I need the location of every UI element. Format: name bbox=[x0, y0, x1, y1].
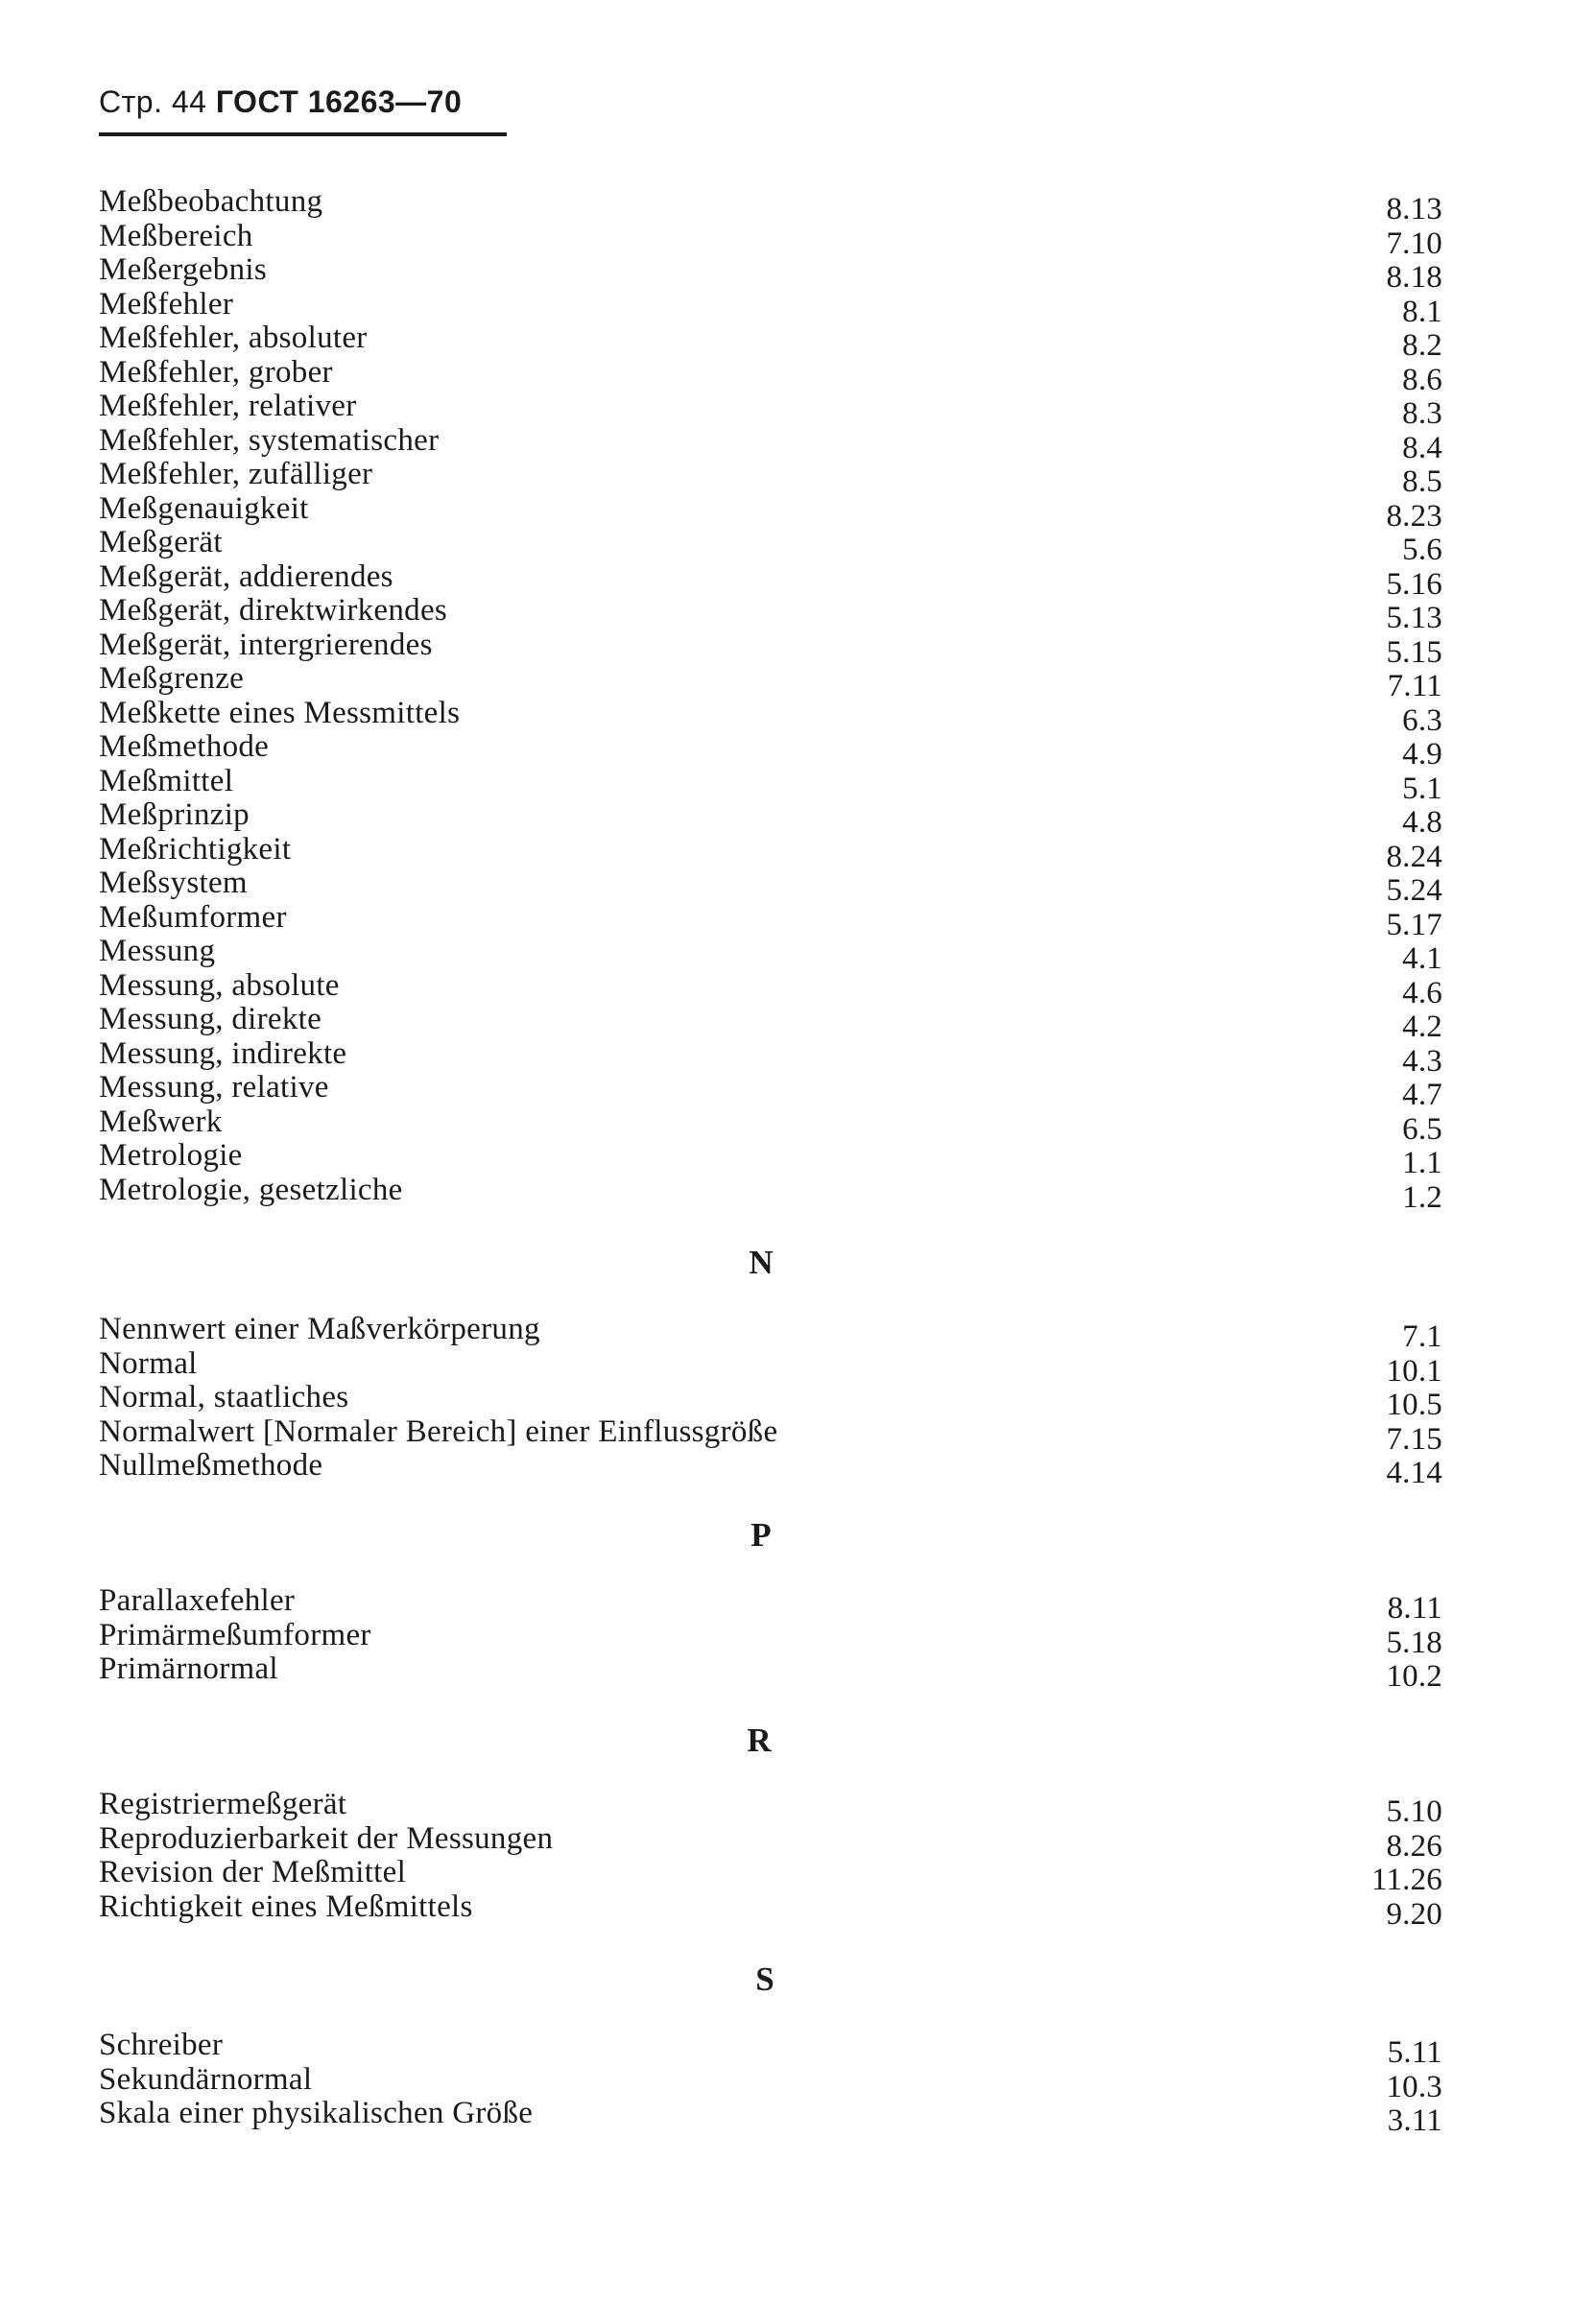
index-entry bbox=[99, 1138, 1442, 1180]
entry-ref: 8.3 bbox=[1402, 396, 1442, 431]
entry-term: Registriermeßgerät bbox=[99, 1787, 347, 1821]
index-entry bbox=[99, 2096, 1442, 2138]
index-entry bbox=[99, 389, 1442, 431]
entry-ref: 4.14 bbox=[1386, 1456, 1442, 1490]
entry-term: Meßfehler, grober bbox=[99, 354, 333, 390]
entry-ref: 10.5 bbox=[1386, 1388, 1442, 1422]
entry-ref: 8.13 bbox=[1386, 192, 1442, 226]
entry-ref: 4.6 bbox=[1402, 975, 1442, 1010]
entry-term: Nennwert einer Maßverkörperung bbox=[99, 1312, 540, 1346]
index-entry bbox=[99, 899, 1442, 942]
index-entry bbox=[99, 797, 1442, 840]
entry-term: Meßgerät, intergrierendes bbox=[99, 627, 433, 662]
index-entry bbox=[99, 457, 1442, 499]
entry-ref: 6.5 bbox=[1402, 1111, 1442, 1147]
entry-ref: 5.1 bbox=[1402, 771, 1442, 806]
entry-ref: 8.2 bbox=[1402, 328, 1442, 363]
entry-ref: 5.17 bbox=[1386, 907, 1442, 942]
entry-term: Nullmeßmethode bbox=[99, 1448, 323, 1483]
entry-term: Messung, absolute bbox=[99, 967, 340, 1003]
entry-term: Parallaxefehler bbox=[99, 1583, 296, 1618]
entry-ref: 7.10 bbox=[1386, 226, 1442, 261]
entry-term: Meßsystem bbox=[99, 866, 248, 900]
index-entry bbox=[99, 934, 1442, 976]
entry-term: Meßmittel bbox=[99, 763, 234, 798]
entry-ref: 4.3 bbox=[1402, 1043, 1442, 1079]
header-rule bbox=[99, 132, 507, 136]
entry-term: Messung, indirekte bbox=[99, 1035, 347, 1071]
entry-ref: 4.9 bbox=[1402, 737, 1442, 772]
entry-term: Schreiber bbox=[99, 2028, 224, 2062]
index-entry bbox=[99, 1855, 1442, 1897]
entry-ref: 4.1 bbox=[1402, 941, 1442, 976]
entry-ref: 3.11 bbox=[1387, 2103, 1442, 2138]
index-entry bbox=[99, 661, 1442, 703]
index-section-s bbox=[99, 2028, 1442, 2138]
entry-ref: 4.7 bbox=[1402, 1078, 1442, 1112]
entry-ref: 5.13 bbox=[1386, 601, 1442, 635]
entry-ref: 4.2 bbox=[1402, 1009, 1442, 1044]
entry-term: Meßmethode bbox=[99, 729, 270, 764]
entry-term: Meßgrenze bbox=[99, 661, 245, 696]
section-letter-p: P bbox=[750, 1516, 772, 1554]
entry-term: Primärmeßumformer bbox=[99, 1617, 371, 1652]
index-entry bbox=[99, 1583, 1442, 1626]
index-entry bbox=[99, 1345, 1442, 1389]
entry-term: Meßkette eines Messmittels bbox=[99, 695, 461, 730]
entry-ref: 4.8 bbox=[1402, 805, 1442, 840]
entry-term: Meßbereich bbox=[99, 218, 253, 253]
entry-ref: 5.11 bbox=[1387, 2035, 1442, 2070]
index-section-n bbox=[99, 1312, 1442, 1490]
index-entry bbox=[99, 2061, 1442, 2104]
index-section-r bbox=[99, 1787, 1442, 1932]
index-entry bbox=[99, 1104, 1442, 1147]
entry-term: Meßprinzip bbox=[99, 797, 250, 832]
entry-term: Messung, relative bbox=[99, 1070, 329, 1104]
entry-term: Richtigkeit eines Meßmittels bbox=[99, 1888, 473, 1924]
index-entry bbox=[99, 422, 1442, 465]
entry-term: Meßfehler, absoluter bbox=[99, 321, 368, 355]
entry-ref: 5.15 bbox=[1386, 634, 1442, 670]
entry-ref: 10.1 bbox=[1386, 1353, 1442, 1389]
index-entry bbox=[99, 695, 1442, 738]
section-letter-r: R bbox=[747, 1722, 772, 1759]
entry-term: Meßfehler, zufälliger bbox=[99, 457, 373, 491]
entry-ref: 8.1 bbox=[1402, 294, 1442, 329]
entry-term: Meßbeobachtung bbox=[99, 184, 323, 219]
entry-ref: 8.5 bbox=[1402, 464, 1442, 499]
index-entry bbox=[99, 1312, 1442, 1354]
index-entry bbox=[99, 729, 1442, 772]
index-entry bbox=[99, 354, 1442, 397]
entry-ref: 7.1 bbox=[1402, 1319, 1442, 1354]
entry-term: Sekundärnormal bbox=[99, 2061, 313, 2097]
standard-designation: ГОСТ 16263—70 bbox=[215, 84, 463, 119]
page-header bbox=[99, 84, 462, 120]
entry-term: Meßergebnis bbox=[99, 252, 267, 287]
index-entry bbox=[99, 1888, 1442, 1932]
entry-term: Metrologie, gesetzliche bbox=[99, 1172, 403, 1207]
entry-term: Skala einer physikalischen Größe bbox=[99, 2096, 534, 2130]
entry-term: Meßgerät, direktwirkendes bbox=[99, 593, 448, 628]
entry-term: Messung, direkte bbox=[99, 1002, 322, 1036]
index-entry bbox=[99, 321, 1442, 363]
index-entry bbox=[99, 866, 1442, 908]
index-entry bbox=[99, 1002, 1442, 1044]
entry-term: Meßfehler, relativer bbox=[99, 389, 357, 423]
entry-ref: 1.2 bbox=[1402, 1179, 1442, 1215]
index-entry bbox=[99, 252, 1442, 295]
index-entry bbox=[99, 286, 1442, 329]
index-entry bbox=[99, 184, 1442, 226]
index-entry bbox=[99, 1035, 1442, 1079]
entry-term: Meßumformer bbox=[99, 899, 287, 935]
index-entry bbox=[99, 525, 1442, 567]
index-entry bbox=[99, 627, 1442, 670]
entry-term: Messung bbox=[99, 934, 216, 968]
entry-term: Metrologie bbox=[99, 1138, 243, 1173]
index-section-m bbox=[99, 184, 1442, 1215]
entry-ref: 5.6 bbox=[1402, 533, 1442, 567]
section-letter-s: S bbox=[755, 1960, 774, 1998]
entry-term: Normal bbox=[99, 1345, 198, 1381]
entry-term: Reproduzierbarkeit der Messungen bbox=[99, 1820, 554, 1856]
index-entry bbox=[99, 1448, 1442, 1490]
entry-ref: 10.2 bbox=[1386, 1659, 1442, 1694]
entry-ref: 9.20 bbox=[1386, 1896, 1442, 1932]
section-letter-n: N bbox=[749, 1244, 774, 1281]
entry-ref: 10.3 bbox=[1386, 2069, 1442, 2104]
index-entry bbox=[99, 1651, 1442, 1694]
index-entry bbox=[99, 1413, 1442, 1457]
entry-term: Revision der Meßmittel bbox=[99, 1855, 407, 1889]
entry-ref: 1.1 bbox=[1402, 1146, 1442, 1180]
index-entry bbox=[99, 1070, 1442, 1112]
entry-ref: 8.24 bbox=[1386, 839, 1442, 874]
entry-ref: 5.24 bbox=[1386, 873, 1442, 908]
index-entry bbox=[99, 558, 1442, 602]
entry-ref: 8.26 bbox=[1386, 1828, 1442, 1864]
entry-term: Meßrichtigkeit bbox=[99, 831, 292, 867]
entry-term: Primärnormal bbox=[99, 1651, 278, 1686]
entry-term: Normal, staatliches bbox=[99, 1380, 349, 1414]
entry-ref: 8.11 bbox=[1387, 1591, 1442, 1626]
page-number: Стр. 44 bbox=[99, 84, 207, 119]
entry-ref: 7.11 bbox=[1387, 669, 1442, 703]
entry-ref: 8.18 bbox=[1386, 260, 1442, 295]
index-entry bbox=[99, 1787, 1442, 1829]
index-entry bbox=[99, 593, 1442, 635]
entry-ref: 5.10 bbox=[1386, 1794, 1442, 1829]
index-entry bbox=[99, 490, 1442, 534]
entry-term: Meßgenauigkeit bbox=[99, 490, 309, 526]
entry-ref: 6.3 bbox=[1402, 702, 1442, 738]
entry-ref: 5.18 bbox=[1386, 1625, 1442, 1660]
index-entry bbox=[99, 1380, 1442, 1422]
index-entry bbox=[99, 1617, 1442, 1660]
entry-ref: 8.6 bbox=[1402, 362, 1442, 397]
entry-ref: 11.26 bbox=[1370, 1863, 1442, 1897]
entry-term: Meßwerk bbox=[99, 1104, 223, 1139]
index-entry bbox=[99, 218, 1442, 261]
entry-term: Meßfehler bbox=[99, 286, 234, 321]
entry-ref: 7.15 bbox=[1386, 1421, 1442, 1457]
entry-ref: 5.16 bbox=[1386, 566, 1442, 602]
index-entry bbox=[99, 2028, 1442, 2070]
entry-term: Meßfehler, systematischer bbox=[99, 422, 440, 458]
index-entry bbox=[99, 831, 1442, 874]
index-entry bbox=[99, 967, 1442, 1010]
entry-term: Meßgerät, addierendes bbox=[99, 558, 393, 594]
index-entry bbox=[99, 1820, 1442, 1864]
entry-term: Normalwert [Normaler Bereich] einer Einflussgröße bbox=[99, 1413, 778, 1449]
index-entry bbox=[99, 1172, 1442, 1215]
entry-term: Meßgerät bbox=[99, 525, 223, 559]
index-section-p bbox=[99, 1583, 1442, 1694]
index-entry bbox=[99, 763, 1442, 806]
entry-ref: 8.23 bbox=[1386, 498, 1442, 534]
entry-ref: 8.4 bbox=[1402, 430, 1442, 465]
